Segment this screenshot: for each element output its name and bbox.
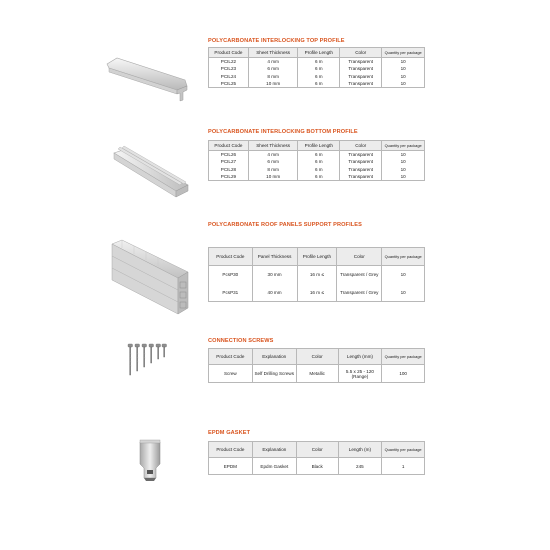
section-title: EPDM GASKET bbox=[208, 430, 251, 436]
cell: PCIL22 bbox=[209, 58, 249, 66]
cell: Transparent bbox=[340, 158, 382, 166]
bottom-profile-image bbox=[110, 145, 192, 203]
cell: 6 mm bbox=[248, 65, 298, 73]
cell: 10 bbox=[382, 65, 425, 73]
cell: PCIL27 bbox=[209, 158, 249, 166]
product-table bbox=[208, 140, 425, 181]
header-cell: Quantity per package bbox=[382, 442, 425, 458]
header-cell: Color bbox=[340, 48, 382, 58]
cell: PCIL23 bbox=[209, 65, 249, 73]
cell: 10 bbox=[382, 166, 425, 174]
cell: 6 m bbox=[298, 158, 340, 166]
table-row bbox=[209, 284, 425, 302]
cell: 6 m bbox=[298, 80, 340, 88]
table-row bbox=[209, 365, 425, 383]
product-table bbox=[208, 441, 425, 475]
header-cell: Quantity per package bbox=[382, 141, 425, 151]
cell: 4 mm bbox=[248, 58, 298, 66]
cell: 10 bbox=[382, 73, 425, 81]
top-profile-image bbox=[103, 50, 191, 102]
cell: Epdm Gasket bbox=[252, 458, 296, 475]
cell: 10 bbox=[382, 284, 425, 302]
cell: 5.5 x 25 - 120 (Range) bbox=[338, 365, 382, 383]
cell: 6 m bbox=[298, 58, 340, 66]
table-row bbox=[209, 158, 425, 166]
header-cell: Length (mm) bbox=[338, 349, 382, 365]
cell: 6 m bbox=[298, 173, 340, 181]
section-title: POLYCARBONATE ROOF PANELS SUPPORT PROFILES bbox=[208, 222, 362, 228]
header-cell: Color bbox=[340, 141, 382, 151]
cell: 6 m bbox=[298, 73, 340, 81]
cell: PcsP31 bbox=[209, 284, 253, 302]
cell: 10 bbox=[382, 158, 425, 166]
cell: 16 m ≤ bbox=[297, 266, 337, 284]
cell: 1 bbox=[382, 458, 425, 475]
cell: Transparent / Grey bbox=[337, 284, 382, 302]
header-cell: Explanation bbox=[252, 349, 296, 365]
section-title: POLYCARBONATE INTERLOCKING BOTTOM PROFILE bbox=[208, 129, 358, 135]
header-cell: Profile Length bbox=[298, 141, 340, 151]
cell: 4 mm bbox=[248, 151, 298, 159]
table-row bbox=[209, 80, 425, 88]
cell: Transparent bbox=[340, 173, 382, 181]
cell: PCIL26 bbox=[209, 151, 249, 159]
section-title: CONNECTION SCREWS bbox=[208, 338, 274, 344]
product-table bbox=[208, 47, 425, 88]
header-cell: Sheet Thickness bbox=[248, 141, 298, 151]
header-cell: Product Code bbox=[209, 442, 253, 458]
cell: 6 mm bbox=[248, 158, 298, 166]
header-cell: Length (m) bbox=[338, 442, 382, 458]
header-cell: Profile Length bbox=[297, 248, 337, 266]
table-row bbox=[209, 458, 425, 475]
cell: 10 mm bbox=[248, 173, 298, 181]
cell: PCIL29 bbox=[209, 173, 249, 181]
cell: PCIL25 bbox=[209, 80, 249, 88]
cell: 245 bbox=[338, 458, 382, 475]
header-cell: Color bbox=[296, 349, 338, 365]
gasket-image bbox=[136, 438, 164, 482]
cell: 6 m bbox=[298, 166, 340, 174]
support-profiles-image bbox=[108, 238, 192, 318]
cell: Transparent bbox=[340, 58, 382, 66]
header-cell: Product Code bbox=[209, 349, 253, 365]
cell: 10 bbox=[382, 173, 425, 181]
cell: 8 mm bbox=[248, 73, 298, 81]
cell: 10 bbox=[382, 58, 425, 66]
header-cell: Product Code bbox=[209, 248, 253, 266]
cell: Transparent bbox=[340, 151, 382, 159]
cell: Transparent bbox=[340, 80, 382, 88]
header-cell: Panel Thickness bbox=[252, 248, 297, 266]
header-cell: Color bbox=[296, 442, 338, 458]
screws-image bbox=[127, 343, 167, 398]
cell: Transparent bbox=[340, 166, 382, 174]
cell: 40 mm bbox=[252, 284, 297, 302]
cell: Self Drilling Screws bbox=[252, 365, 296, 383]
cell: 8 mm bbox=[248, 166, 298, 174]
header-cell: Explanation bbox=[252, 442, 296, 458]
cell: PcsP30 bbox=[209, 266, 253, 284]
header-cell: Quantity per package bbox=[382, 248, 425, 266]
cell: Black bbox=[296, 458, 338, 475]
cell: Transparent / Grey bbox=[337, 266, 382, 284]
cell: Screw bbox=[209, 365, 253, 383]
header-cell: Sheet Thickness bbox=[248, 48, 298, 58]
cell: 10 mm bbox=[248, 80, 298, 88]
cell: 10 bbox=[382, 151, 425, 159]
cell: 10 bbox=[382, 266, 425, 284]
header-cell: Quantity per package bbox=[382, 48, 425, 58]
cell: 6 m bbox=[298, 151, 340, 159]
cell: Transparent bbox=[340, 73, 382, 81]
cell: 16 m ≤ bbox=[297, 284, 337, 302]
cell: Metallic bbox=[296, 365, 338, 383]
table-row bbox=[209, 151, 425, 159]
cell: 100 bbox=[382, 365, 425, 383]
table-row bbox=[209, 65, 425, 73]
cell: 6 m bbox=[298, 65, 340, 73]
product-table bbox=[208, 247, 425, 302]
cell: 30 mm bbox=[252, 266, 297, 284]
table-row bbox=[209, 173, 425, 181]
header-cell: Quantity per package bbox=[382, 349, 425, 365]
product-table bbox=[208, 348, 425, 383]
cell: PCIL24 bbox=[209, 73, 249, 81]
header-cell: Product Code bbox=[209, 141, 249, 151]
header-cell: Profile Length bbox=[298, 48, 340, 58]
table-row bbox=[209, 166, 425, 174]
cell: PCIL28 bbox=[209, 166, 249, 174]
section-title: POLYCARBONATE INTERLOCKING TOP PROFILE bbox=[208, 38, 345, 44]
cell: EPDM bbox=[209, 458, 253, 475]
cell: Transparent bbox=[340, 65, 382, 73]
table-row bbox=[209, 266, 425, 284]
table-row bbox=[209, 73, 425, 81]
header-cell: Color bbox=[337, 248, 382, 266]
cell: 10 bbox=[382, 80, 425, 88]
header-cell: Product Code bbox=[209, 48, 249, 58]
table-row bbox=[209, 58, 425, 66]
